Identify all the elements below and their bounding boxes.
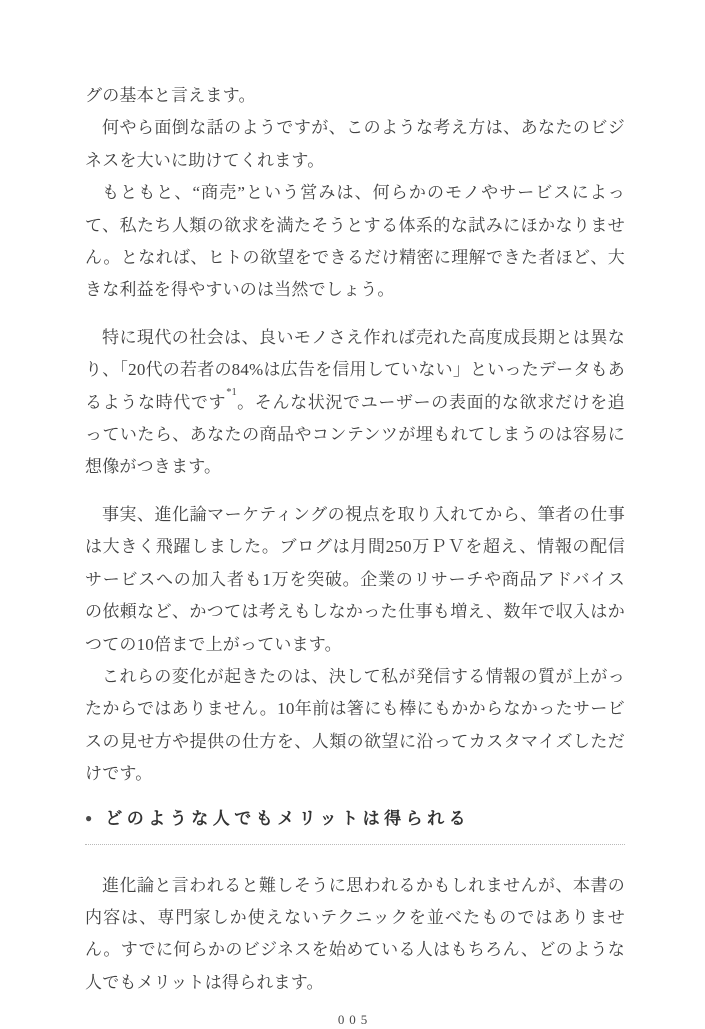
footnote-marker: *1 <box>226 387 237 398</box>
paragraph <box>85 80 625 112</box>
paragraph <box>85 177 625 307</box>
section-2 <box>85 322 625 484</box>
section-4 <box>85 870 625 1000</box>
section-3 <box>85 499 625 791</box>
section-1 <box>85 80 625 307</box>
text-run: グの基本と言えます。 <box>85 86 256 105</box>
text-run: 特に現代の社会は、良いモノさえ作れば売れた高度成長期とは異なり、「20代の若者の84%は広告を信用していない」といったデータもあるような時代です <box>85 327 625 412</box>
text-run: 何やら面倒な話のようですが、このような考え方は、あなたのビジネスを大いに助けてくれます。 <box>85 118 625 170</box>
text-run: 。そんな状況でユーザーの表面的な欲求だけを追っていたら、あなたの商品やコンテンツが埋もれてしまうのは容易に想像がつきます。 <box>85 392 625 477</box>
paragraph <box>85 112 625 177</box>
page-footer <box>85 1011 625 1029</box>
paragraph <box>85 322 625 484</box>
paragraph <box>85 870 625 1000</box>
text-run: これらの変化が起きたのは、決して私が発信する情報の質が上がったからではありません。10年前は箸にも棒にもかからなかったサービスの見せ方や提供の仕方を、人類の欲望に沿ってカスタマイズしただけです。 <box>85 666 625 784</box>
body-text-after-heading <box>85 870 625 1000</box>
section-heading-text: どのような人でもメリットは得られる <box>105 808 471 828</box>
text-run: もともと、“商売”という営みは、何らかのモノやサービスによって、私たち人類の欲求を満たそうとする体系的な試みにほかなりません。となれば、ヒトの欲望をできるだけ精密に理解できた者ほど、大きな利益を得やすいのは当然でしょう。 <box>85 183 625 300</box>
body-text <box>85 80 625 791</box>
text-run: 進化論と言われると難しそうに思われるかもしれませんが、本書の内容は、専門家しか使えないテクニックを並べたものではありません。すでに何らかのビジネスを始めている人はもちろん、どのような人でもメリットは得られます。 <box>85 875 625 992</box>
bullet-icon: ● <box>85 810 93 825</box>
paragraph <box>85 661 625 791</box>
section-heading <box>85 807 625 845</box>
text-run: 事実、進化論マーケティングの視点を取り入れてから、筆者の仕事は大きく飛躍しました。ブログは月間250万ＰＶを超え、情報の配信サービスへの加入者も1万を突破。企業のリサーチや商品アドバイスの依頼など、かつては考えもしなかった仕事も増え、数年で収入はかつての10倍まで上がっています。 <box>85 504 625 654</box>
page-number: 005 <box>337 1012 373 1028</box>
paragraph <box>85 499 625 661</box>
